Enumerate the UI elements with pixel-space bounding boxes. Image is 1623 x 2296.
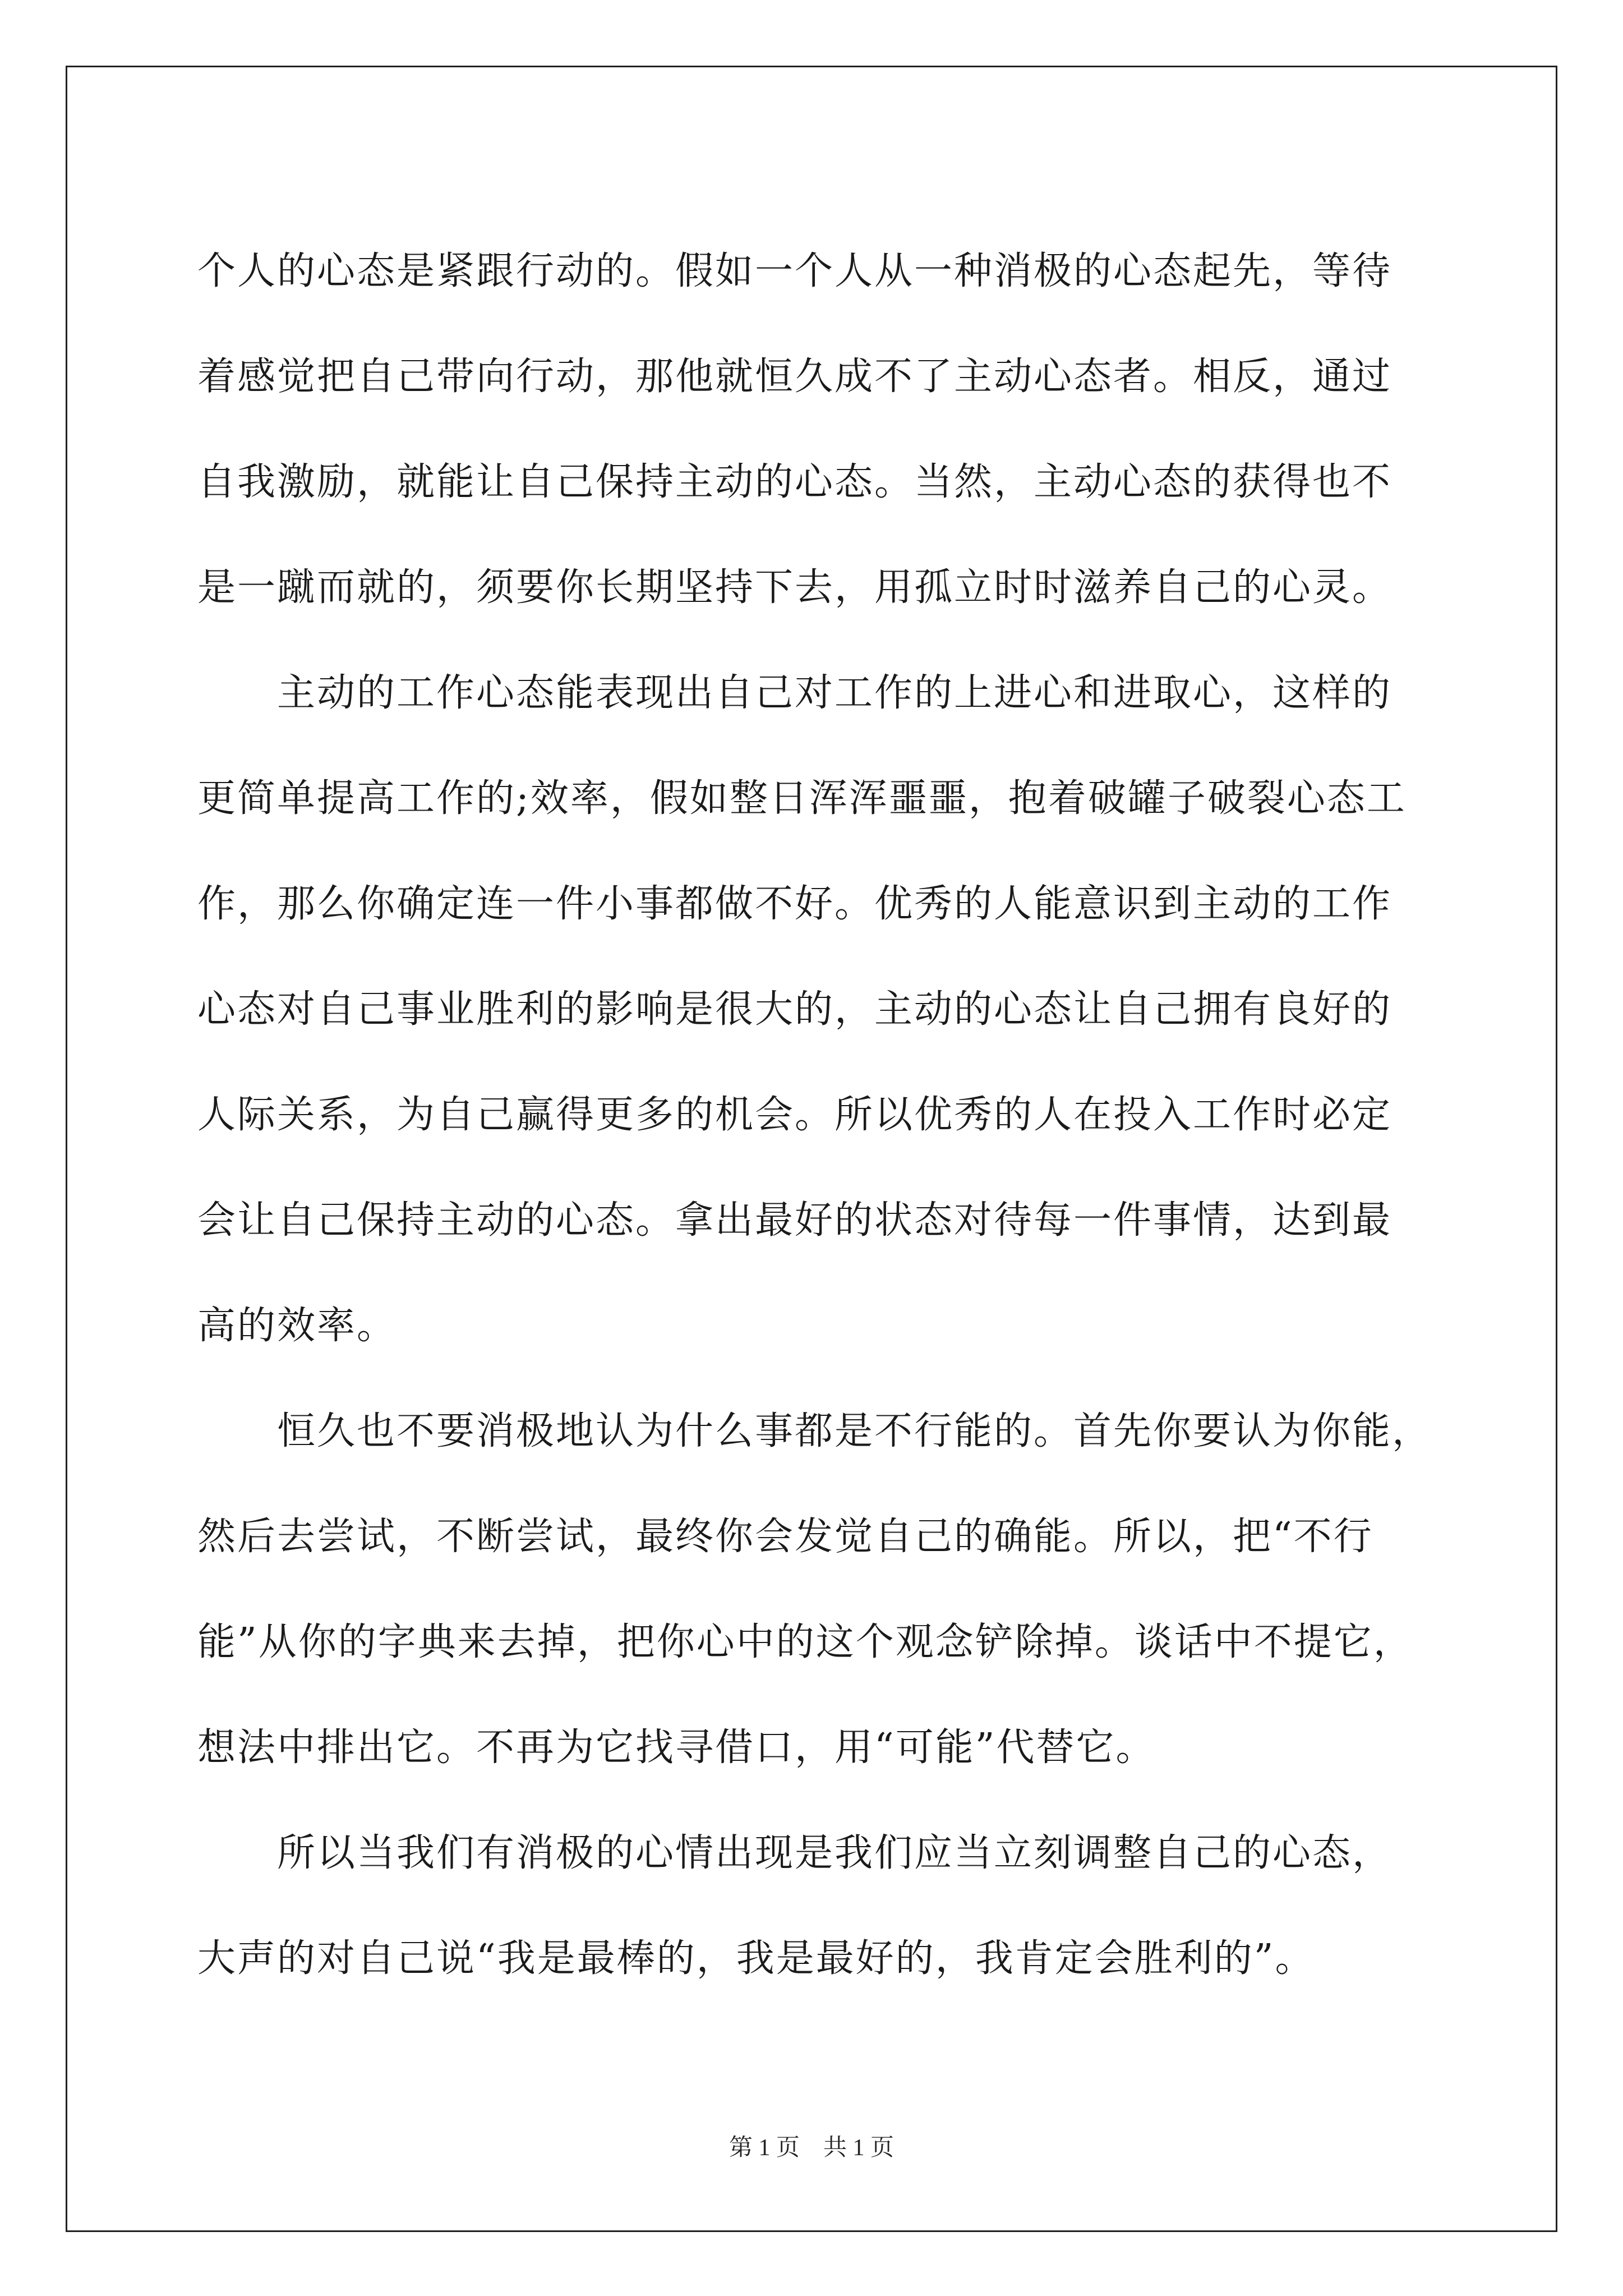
document-body [197,219,1442,2012]
text-line: 高的效率。 [197,1304,397,1348]
text-line: 主动的工作心态能表现出自己对工作的上进心和进取心，这样的 [197,671,1393,715]
page-footer: 第 1 页 共 1 页 [728,2135,894,2161]
paragraph-1 [197,219,1442,641]
text-line: 作，那么你确定连一件小事都做不好。优秀的人能意识到主动的工作 [197,882,1393,926]
text-line: 是一蹴而就的，须要你长期坚持下去，用孤立时时滋养自己的心灵。 [197,565,1393,610]
text-line: 恒久也不要消极地认为什么事都是不行能的。首先你要认为你能， [197,1409,1432,1453]
text-line: 大声的对自己说“我是最棒的，我是最好的，我肯定会胜利的”。 [197,1936,1315,1981]
text-line: 然后去尝试，不断尝试，最终你会发觉自己的确能。所以，把“不行 [197,1515,1373,1559]
paragraph-2 [197,641,1442,1379]
text-line: 人际关系，为自己赢得更多的机会。所以优秀的人在投入工作时必定 [197,1093,1393,1137]
text-line: 自我激励，就能让自己保持主动的心态。当然，主动心态的获得也不 [197,460,1393,504]
paragraph-3 [197,1379,1442,1801]
text-line: 能”从你的字典来去掉，把你心中的这个观念铲除掉。谈话中不提它， [197,1620,1413,1664]
text-line: 个人的心态是紧跟行动的。假如一个人从一种消极的心态起先，等待 [197,249,1393,293]
text-line: 更简单提高工作的;效率，假如整日浑浑噩噩，抱着破罐子破裂心态工 [197,776,1407,821]
text-line: 想法中排出它。不再为它找寻借口，用“可能”代替它。 [197,1726,1156,1770]
paragraph-4 [197,1801,1442,2012]
text-line: 会让自己保持主动的心态。拿出最好的状态对待每一件事情，达到最 [197,1198,1393,1243]
text-line: 着感觉把自己带向行动，那他就恒久成不了主动心态者。相反，通过 [197,355,1393,399]
text-line: 心态对自己事业胜利的影响是很大的，主动的心态让自己拥有良好的 [197,987,1393,1032]
text-line: 所以当我们有消极的心情出现是我们应当立刻调整自己的心态， [197,1831,1393,1875]
